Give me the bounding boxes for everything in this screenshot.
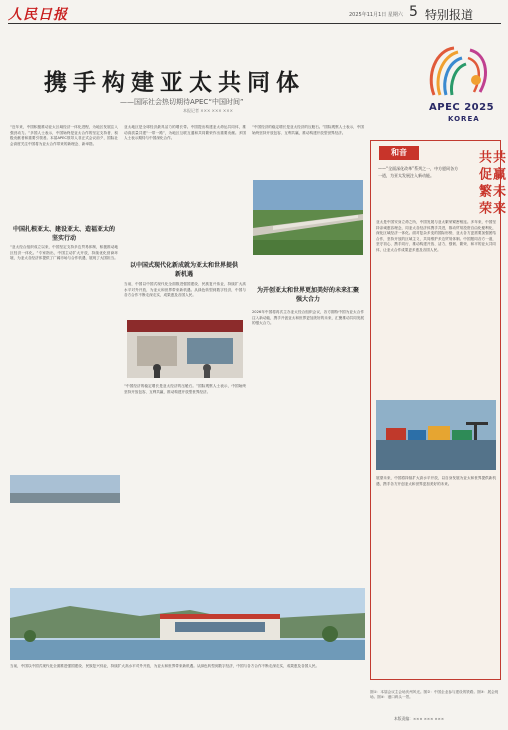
article-col-3b: 2026年中国将再次主办亚太经合组织会议，各方期待中国为亚太合作注入新动能，携手开创亚太和世界更加美好的未来，汇聚推动共同发展的强大合力。 — [252, 310, 364, 326]
apec-logo-text: APEC 2025 — [429, 102, 495, 113]
article-col-2b: 当前，中国以中国式现代化全面推进强国建设、民族复兴伟业，持续扩大高水平对外开放，为亚太和世界带来新机遇。从绿色转型到数字经济，中国与各方合作不断走深走实，成果惠及各国人民。 — [124, 282, 246, 298]
commentary-intro: ——“全面深化改革”系列之一，中方愿同各方一道，为亚太发展注入新动能。 — [378, 166, 459, 178]
apec-logo-country: KOREA — [448, 115, 480, 123]
port-photo-top — [10, 475, 120, 503]
article-col-2c: “中国经济的稳定增长是亚太经济的压舱石。”国际观察人士表示，中国始终坚持开放包容、互利共赢，推动构建开放型世界经济。 — [124, 384, 246, 394]
headline-title: 携手构建亚太共同体 — [44, 70, 305, 96]
headline-subtitle: ——国际社会热切期待APEC“中国时间” — [120, 98, 244, 106]
masthead-logo: 人民日报 — [8, 7, 68, 23]
article-col-1b: “亚太经合组织成立以来，中国坚定支持多边贸易体制，积极推动地区经济一体化。”专家指出，中国主动扩大开放，持续优化营商环境，为亚太各经济体提供了广阔市场与合作机遇，展现了大国担当。 — [10, 245, 118, 261]
page-editors: 本版责编：××× ××× ××× — [394, 716, 445, 721]
article-col-3: “中国经济的稳定增长是亚太经济的压舱石。”国际观察人士表示，中国始终坚持开放包容、互利共赢，推动构建开放型世界经济。 — [252, 125, 364, 135]
commentary-badge: 和音 — [379, 146, 419, 160]
article-col-2: 亚太地区是全球经济最具活力的增长带。中国提出构建亚太命运共同体，推动高质量共建“一带一路”，为地区互联互通和共同繁荣作出重要贡献。多国人士表示期待与中国深化合作。 — [124, 125, 246, 141]
commentary-title-1: 共促繁荣 — [476, 150, 491, 218]
subhead-1: 中国扎根亚太、建设亚太、造福亚太的坚实行动 — [12, 226, 115, 242]
photo-captions: 图①：本届会议主会场庆州风光。图②：中国企业参与建设的铁路。图③：展会现场。图④：港口码头一景。 — [370, 690, 499, 700]
page-number: 5 — [409, 4, 418, 20]
article-col-1: “近年来，中国积极推动亚太区域经济一体化进程，为地区发展注入强劲动力。”多国人士表示，中国始终是亚太合作的坚定支持者、积极贡献者和重要引领者。本届APEC领导人非正式会议前夕，国际社会高度关注中国将为亚太合作带来的新理念、新举措。 — [10, 125, 118, 146]
byline: 本报记者 ××× ××× ××× — [183, 108, 233, 113]
apec-swirl-icon — [414, 40, 504, 102]
commentary-body-2: 展望未来，中国将持续扩大高水平开放，以自身发展为亚太和世界提供新机遇，携手各方开创亚太和世界更加美好的未来。 — [376, 476, 496, 486]
section-title: 特别报道 — [425, 8, 474, 22]
subhead-3: 为开创亚太和世界更加美好的未来汇聚强大合力 — [256, 287, 359, 303]
commentary-body: 亚太是中国安身立命之所，中国发展与亚太繁荣紧密相连。多年来，中国坚持亲诚惠容理念，同亚太各经济体携手共进，推动贸易投资自由化便利化，深化区域经济一体化。面对复杂多变的国际形势，亚太各方更需要加强团结合作，坚持开放的区域主义，共同维护多边贸易体制。中国愿同各方一道，坚守初心、携手同行，推动构建开放、活力、强韧、繁荣、和平的亚太共同体，让亚太合作成果更多惠及各国人民。 — [376, 220, 496, 252]
commentary-title-2: 共赢未来 — [490, 150, 505, 218]
railway-photo — [253, 180, 363, 255]
article-bottom: 当前，中国以中国式现代化全面推进强国建设、民族复兴伟业，持续扩大高水平对外开放，为亚太和世界带来新机遇。从绿色转型到数字经济，中国与各方合作不断走深走实，成果惠及各国人民。 — [10, 664, 320, 668]
header-divider — [8, 23, 501, 24]
expo-photo — [127, 320, 243, 378]
subhead-2: 以中国式现代化新成就为亚太和世界提供新机遇 — [129, 262, 238, 278]
issue-date: 2025年11月1日 星期六 — [349, 12, 403, 18]
container-port-photo — [376, 400, 496, 470]
coastal-building-photo — [10, 588, 365, 660]
